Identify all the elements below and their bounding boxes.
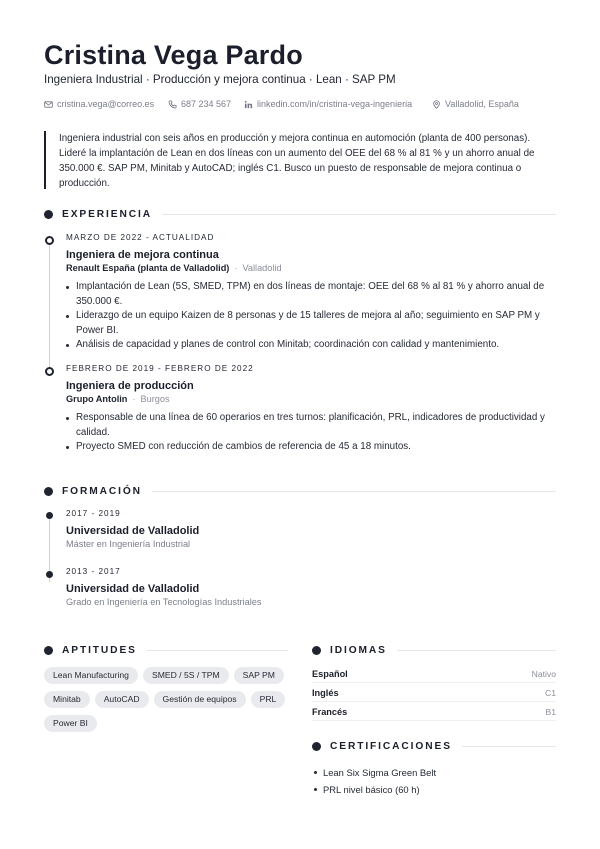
job-location: Valladolid (242, 263, 282, 273)
job-achievements (66, 411, 556, 455)
candidate-headline: Ingeniera Industrial · Producción y mejora continua · Lean · SAP PM (44, 73, 396, 86)
contact-phone-text: 687 234 567 (181, 99, 232, 109)
job-achievements (66, 280, 556, 353)
skill-chip: SAP PM (234, 667, 284, 684)
job-bullet: Implantación de Lean (5S, SMED, TPM) en dos líneas de montaje: OEE del 68 % al 81 % y ahorro anual de 350.000 €. (66, 280, 556, 309)
section-bullet-icon (312, 742, 321, 751)
job-location: Burgos (140, 394, 170, 404)
skills-list (44, 667, 294, 732)
education-section-header (44, 484, 556, 498)
job-role: Ingeniera de producción (66, 380, 194, 392)
contact-location-text: Valladolid, España (445, 99, 519, 109)
certifications-section-title: CERTIFICACIONES (330, 740, 452, 752)
section-divider (462, 746, 556, 747)
job-company-line (66, 394, 556, 404)
language-level: Nativo (531, 668, 556, 679)
envelope-icon (44, 100, 53, 109)
skill-chip: PRL (251, 691, 286, 708)
job-date: MARZO DE 2022 - ACTUALIDAD (66, 233, 215, 242)
skill-chip: SMED / 5S / TPM (143, 667, 229, 684)
experience-section-title: EXPERIENCIA (62, 208, 152, 220)
section-bullet-icon (44, 210, 53, 219)
education-date: 2017 - 2019 (66, 509, 121, 518)
language-name: Inglés (312, 687, 339, 698)
candidate-name: Cristina Vega Pardo (44, 40, 303, 70)
job-company: Renault España (planta de Valladolid) (66, 263, 230, 273)
languages-section-title: IDIOMAS (330, 644, 387, 656)
map-pin-icon (432, 100, 441, 109)
section-divider (162, 214, 556, 215)
skill-chip: Lean Manufacturing (44, 667, 138, 684)
separator-dot: · (132, 394, 136, 404)
certification-item: PRL nivel básico (60 h) (314, 781, 436, 798)
section-divider (397, 650, 556, 651)
section-divider (152, 491, 556, 492)
education-date: 2013 - 2017 (66, 567, 121, 576)
timeline-marker-icon (46, 512, 53, 519)
profile-summary: Ingeniera industrial con seis años en producción y mejora continua en automoción (planta de 400 personas). Lideré la implantación de Lean en dos líneas con un aumento del OEE del 68 % al 81 % y un ahorro anual de 350.000 €. SAP PM, Minitab y AutoCAD; inglés C1. Busco un puesto de responsable de mejora continua o producción. (44, 131, 556, 189)
language-row (312, 684, 556, 702)
language-row (312, 665, 556, 683)
job-bullet: Proyecto SMED con reducción de cambios de referencia de 45 a 18 minutos. (66, 440, 556, 455)
job-company-line (66, 263, 556, 273)
job-company: Grupo Antolin (66, 394, 128, 404)
certifications-section-header (312, 739, 556, 753)
contact-email-text: cristina.vega@correo.es (57, 99, 155, 109)
phone-icon (168, 100, 177, 109)
skills-section-title: APTITUDES (62, 644, 137, 656)
experience-section-header (44, 207, 556, 221)
timeline-marker-icon (45, 236, 54, 245)
languages-section-header (312, 643, 556, 657)
skills-section-header (44, 643, 288, 657)
job-bullet: Análisis de capacidad y planes de control con Minitab; coordinación con calidad y mantenimiento. (66, 338, 556, 353)
language-name: Francés (312, 706, 348, 717)
skill-chip: Power BI (44, 715, 97, 732)
linkedin-icon (244, 100, 253, 109)
language-level: C1 (545, 687, 556, 698)
education-entry (66, 567, 556, 607)
skill-chip: Minitab (44, 691, 90, 708)
section-divider (147, 650, 288, 651)
contact-linkedin-text: linkedin.com/in/cristina-vega-ingenieria (257, 99, 413, 109)
separator-dot: · (234, 263, 238, 273)
experience-timeline (49, 244, 50, 372)
experience-entry (66, 364, 556, 455)
timeline-marker-icon (45, 367, 54, 376)
experience-entry (66, 233, 556, 353)
section-bullet-icon (44, 646, 53, 655)
job-bullet: Responsable de una línea de 60 operarios en tres turnos: planificación, PRL, indicadores de productividad y calidad. (66, 411, 556, 440)
education-school: Universidad de Valladolid (66, 525, 200, 537)
language-name: Español (312, 668, 348, 679)
education-school: Universidad de Valladolid (66, 583, 200, 595)
education-degree: Grado en Ingeniería en Tecnologías Industriales (66, 597, 262, 607)
job-role: Ingeniera de mejora continua (66, 249, 219, 261)
contact-location (432, 99, 519, 109)
skill-chip: AutoCAD (95, 691, 149, 708)
language-level: B1 (545, 706, 556, 717)
contact-linkedin[interactable] (244, 99, 412, 109)
job-bullet: Liderazgo de un equipo Kaizen de 8 personas y de 15 talleres de mejora al año; seguimiento en SAP PM y Power BI. (66, 309, 556, 338)
section-bullet-icon (44, 487, 53, 496)
section-bullet-icon (312, 646, 321, 655)
contact-email[interactable] (44, 99, 154, 109)
contact-phone[interactable] (168, 99, 231, 109)
certifications-list (314, 764, 436, 798)
certification-item: Lean Six Sigma Green Belt (314, 764, 436, 781)
education-degree: Máster en Ingeniería Industrial (66, 539, 191, 549)
skill-chip: Gestión de equipos (154, 691, 246, 708)
language-row (312, 703, 556, 721)
education-entry (66, 509, 556, 549)
job-date: FEBRERO DE 2019 - FEBRERO DE 2022 (66, 364, 254, 373)
timeline-marker-icon (46, 571, 53, 578)
education-section-title: FORMACIÓN (62, 485, 142, 497)
